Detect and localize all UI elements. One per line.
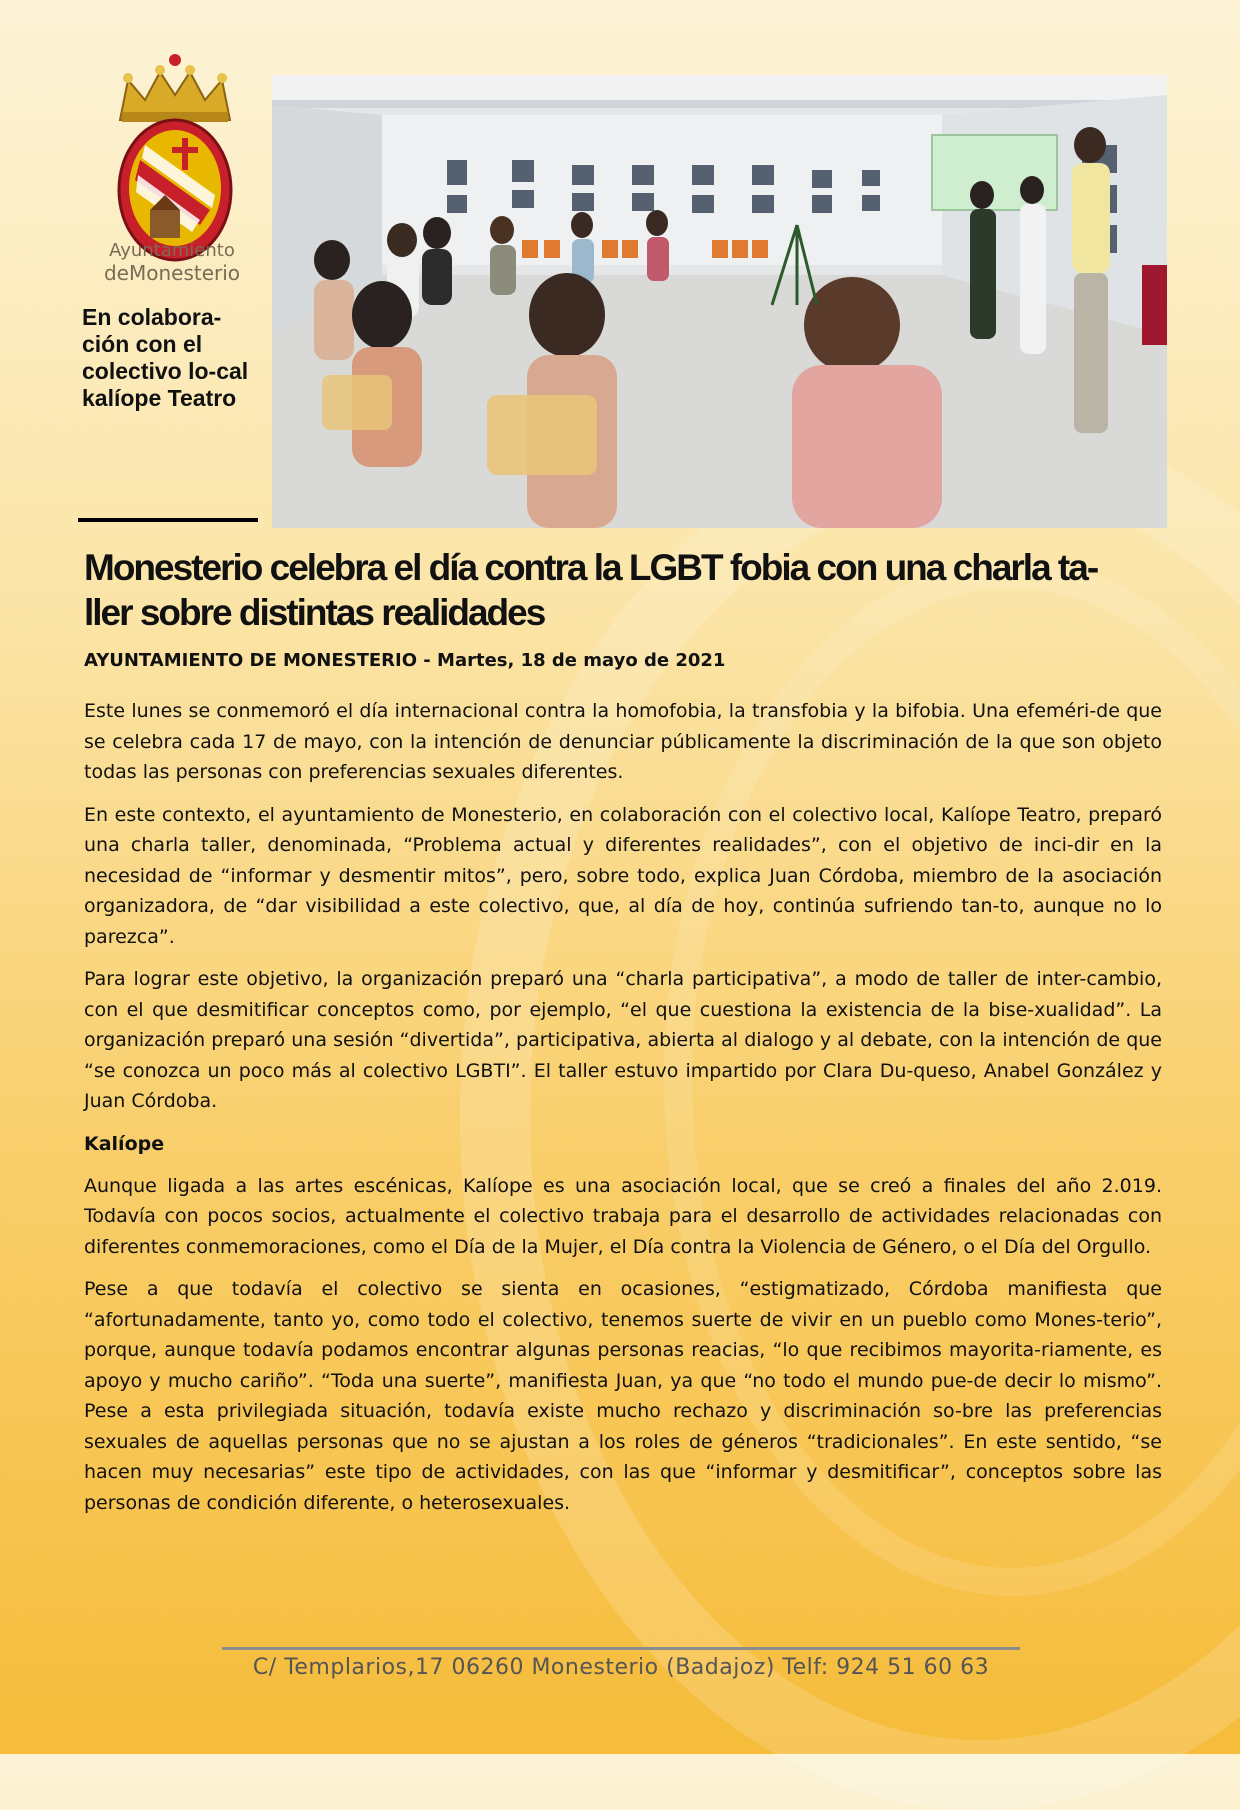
article-headline: Monesterio celebra el día contra la LGBT fobia con una charla ta-ller sobre distintas realidades bbox=[84, 547, 1098, 633]
divider-rule bbox=[78, 518, 258, 522]
event-photo bbox=[272, 75, 1167, 528]
collaboration-note: En colabora-ción con el colectivo lo-cal kalíope Teatro bbox=[82, 304, 249, 411]
crown-icon bbox=[120, 54, 230, 122]
article-subheading: Kalíope bbox=[84, 1132, 165, 1155]
logo-line-1: Ayuntamiento bbox=[109, 240, 235, 261]
article-paragraph: En este contexto, el ayuntamiento de Monesterio, en colaboración con el colectivo local, Kalíope Teatro, preparó una charla taller, denominada, “Problema actual y diferentes realidades”, con el objetivo de inci-dir en la necesidad de “informar y desmentir mitos”, pero, sobre todo, explica Juan Córdoba, miembro de la asociación organizadora, de “dar visibilidad a este colectivo, que, al día de hoy, continúa sufriendo tan-to, aunque no lo parezca”. bbox=[84, 803, 1162, 948]
article-body bbox=[84, 696, 1162, 1530]
footer-rule bbox=[222, 1647, 1020, 1650]
shield-icon bbox=[119, 120, 231, 260]
municipality-name bbox=[92, 240, 252, 284]
article-paragraph: Aunque ligada a las artes escénicas, Kalíope es una asociación local, que se creó a finales del año 2.019. Todavía con pocos socios, actualmente el colectivo trabaja para el desarrollo de actividades relacionadas con diferentes conmemoraciones, como el Día de la Mujer, el Día contra la Violencia de Género, o el Día del Orgullo. bbox=[84, 1174, 1162, 1258]
logo-line-2: deMonesterio bbox=[103, 261, 241, 285]
article-paragraph: Pese a que todavía el colectivo se sienta en ocasiones, “estigmatizado, Córdoba manifiesta que “afortunadamente, tanto yo, como todo el colectivo, tenemos suerte de vivir en un pueblo como Mones-terio”, porque, aunque todavía podamos encontrar algunas personas reacias, “lo que recibimos mayorita-riamente, es apoyo y mucho cariño”. “Toda una suerte”, manifiesta Juan, ya que “no todo el mundo pue-de decir lo mismo”. Pese a esta privilegiada situación, todavía existe mucho rechazo y discriminación so-bre las preferencias sexuales de aquellas personas que no se ajustan a los roles de géneros “tradicionales”. En este sentido, “se hacen muy necesarias” este tipo de actividades, con las que “informar y desmitificar”, conceptos sobre las personas de condición diferente, o heterosexuales. bbox=[84, 1278, 1162, 1514]
article-paragraph: Para lograr este objetivo, la organización preparó una “charla participativa”, a modo de taller de inter-cambio, con el que desmitificar conceptos como, por ejemplo, “el que cuestiona la existencia de la bise-xualidad”. La organización preparó una sesión “divertida”, participativa, abierta al dialogo y al debate, con la intención de que “se conozca un poco más al colectivo LGBTI”. El taller estuvo impartido por Clara Du-queso, Anabel González y Juan Córdoba. bbox=[84, 968, 1162, 1112]
footer-address: C/ Templarios,17 06260 Monesterio (Badajoz) Telf: 924 51 60 63 bbox=[252, 1655, 990, 1680]
article-paragraph: Este lunes se conmemoró el día internacional contra la homofobia, la transfobia y la bifobia. Una efeméri-de que se celebra cada 17 de mayo, con la intención de denunciar públicamente la discriminación de la que son objeto todas las personas con preferencias sexuales diferentes. bbox=[84, 700, 1162, 783]
article-byline: AYUNTAMIENTO DE MONESTERIO - Martes, 18 de mayo de 2021 bbox=[84, 650, 726, 671]
